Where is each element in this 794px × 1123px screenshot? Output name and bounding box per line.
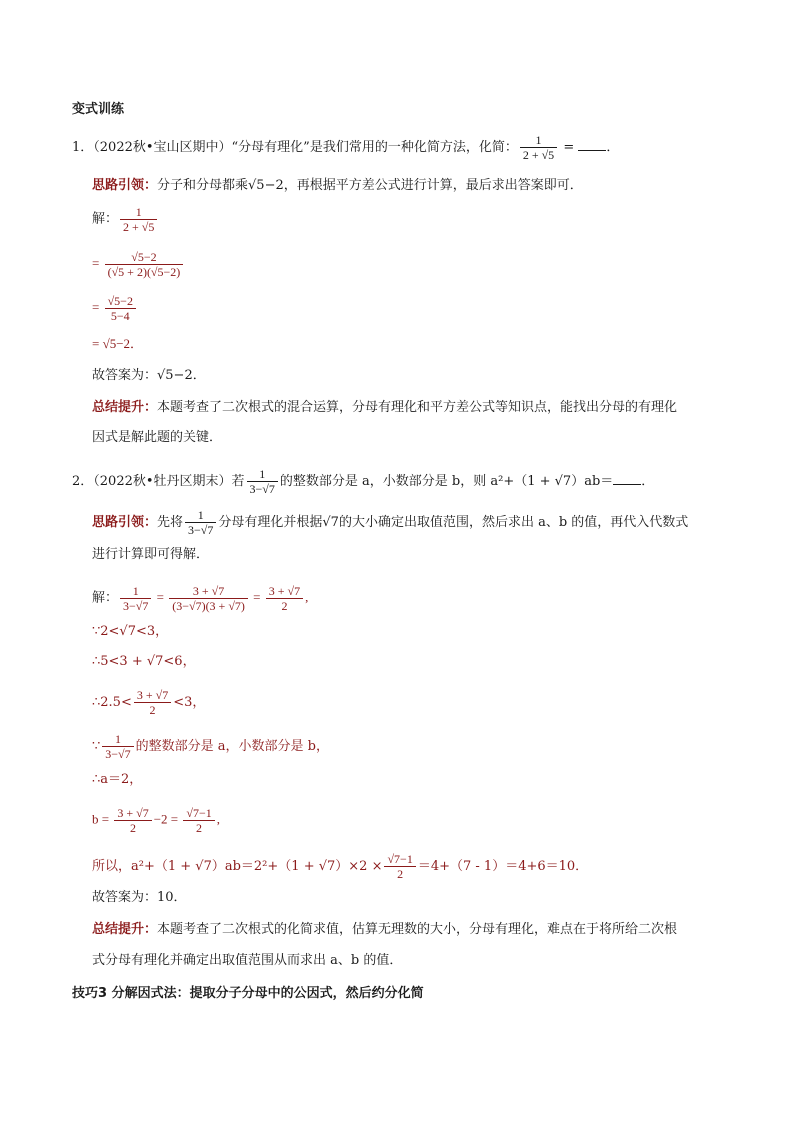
q1-stem-text: 1．（2022秋•宝山区期中）“分母有理化”是我们常用的一种化简方法，化简： [72, 140, 518, 155]
q1-step3-num: √5−2 [107, 294, 133, 308]
q1-answer-blank [578, 138, 606, 151]
q2-hint-line2: 进行计算即可得解． [92, 547, 210, 562]
q1-step2-frac [105, 250, 184, 279]
q1-stem [72, 133, 619, 162]
q2-r4-frac [134, 688, 171, 717]
q2-summary-text-1: 本题考查了二次根式的化简求值，估算无理数的大小，分母有理化，难点在于将所给二次根 [157, 922, 678, 937]
q2-solution-label: 解： [92, 589, 119, 605]
q2-r8-den: 2 [384, 866, 415, 881]
q2-r7-num2: √7−1 [186, 806, 212, 820]
q2-r5-den: 3−√7 [102, 746, 133, 761]
q2-r7-pre: b = [92, 811, 110, 827]
q2-hint-line1 [92, 508, 688, 537]
q1-step3-frac [105, 294, 136, 323]
q2-row-1: 解： $\frac{1}{3-√7}$ = $\frac{3 + √7}{(3-√7)(3 + √7)}$ = $\frac{3 + √7}{2}$ , [92, 584, 309, 613]
q2-r1a-num: 1 [132, 584, 139, 598]
q1-equals: = [559, 140, 579, 155]
q2-row-7: b = $\frac{3 + √7}{2}$ −2 = $\frac{√7-1}{2}$ , [92, 806, 220, 835]
q2-r8-post: ＝4+（7 - 1）＝4+6＝10． [417, 859, 589, 874]
q1-end: ． [606, 140, 620, 155]
q2-row-5 [92, 732, 329, 761]
q1-answer-text: 故答案为：√5−2． [92, 368, 206, 383]
q1-step-4: = √5−2． [92, 336, 144, 351]
q2-stem-prefix: 2．（2022秋•牡丹区期末）若 [72, 474, 245, 489]
q2-r7-mid: −2 = [153, 811, 179, 827]
q1-step-3: = $\frac{√5-2}{5-4}$ [92, 294, 138, 323]
q1-fraction [520, 133, 557, 162]
q2-summary-line2: 式分母有理化并确定出取值范围从而求出 a、b 的值． [92, 953, 403, 968]
q2-r4-pre: ∴2.5< [92, 695, 132, 710]
q2-r7-frac1 [114, 806, 151, 835]
q2-r7-frac2 [183, 806, 214, 835]
q2-r1b-den: (3−√7)(3 + √7) [169, 598, 248, 613]
q2-stem [72, 467, 654, 496]
q2-r5-frac [102, 732, 133, 761]
q1-summary-label: 总结提升： [92, 400, 158, 415]
q2-summary-label: 总结提升： [92, 922, 158, 937]
q2-r1c-frac [266, 584, 303, 613]
q1-fraction-den: 2 + √5 [520, 147, 557, 162]
q2-hint-num: 1 [197, 508, 204, 522]
q2-r4-post: <3， [173, 695, 206, 710]
q2-r4-num: 3 + √7 [136, 688, 169, 702]
q1-step2-num: √5−2 [131, 250, 157, 264]
q1-answer [92, 366, 206, 386]
q2-r4-den: 2 [134, 702, 171, 717]
q1-summary-text-1: 本题考查了二次根式的混合运算，分母有理化和平方差公式等知识点，能找出分母的有理化 [157, 400, 678, 415]
section-title: 变式训练 [72, 102, 125, 117]
q2-hint-pre: 先将 [157, 515, 184, 530]
q2-r8-pre: 所以，a²+（1 + √7）ab＝2²+（1 + √7）×2 × [92, 859, 383, 874]
q2-r7-den: 2 [114, 820, 151, 835]
q2-hint-den: 3−√7 [185, 522, 216, 537]
q2-row-3: ∴5<3 + √7<6， [92, 654, 196, 669]
q2-stem-end: ． [641, 474, 655, 489]
q2-row-6: ∴a＝2， [92, 772, 143, 787]
q2-r8-num: √7−1 [387, 852, 413, 866]
q1-hint-text: 分子和分母都乘√5−2，再根据平方差公式进行计算，最后求出答案即可． [157, 178, 583, 193]
q1-fraction-num: 1 [535, 133, 542, 147]
q1-step-2: = $\frac{√5-2}{(√5 + 2)(√5-2)}$ [92, 250, 185, 279]
q2-r1a-frac [120, 584, 151, 613]
q2-hint-frac [185, 508, 216, 537]
q2-row-2: ∵2<√7<3， [92, 624, 169, 639]
q2-r1c-num: 3 + √7 [268, 584, 301, 598]
q1-hint [92, 176, 583, 196]
q1-step3-den: 5−4 [105, 308, 136, 323]
q2-r5-pre: ∵ [92, 739, 101, 754]
q1-step1-frac [120, 205, 157, 234]
q2-row-8 [92, 852, 588, 881]
q2-r1b-num: 3 + √7 [192, 584, 225, 598]
q2-stem-frac [247, 467, 278, 496]
q2-r1c-den: 2 [266, 598, 303, 613]
q2-answer: 故答案为：10． [92, 890, 187, 905]
q2-r7-num: 3 + √7 [117, 806, 149, 820]
q2-hint-label: 思路引领： [92, 515, 158, 530]
q2-answer-blank [613, 472, 641, 485]
q2-r1a-den: 3−√7 [120, 598, 151, 613]
q2-r7-den2: 2 [183, 820, 214, 835]
q2-stem-num: 1 [259, 467, 266, 481]
q1-step1-num: 1 [135, 205, 142, 219]
q1-step-1 [92, 205, 159, 234]
next-section-title: 技巧3 分解因式法：提取分子分母中的公因式，然后约分化简 [72, 986, 424, 1001]
q1-step2-den: (√5 + 2)(√5−2) [105, 264, 184, 279]
q2-row-4 [92, 688, 205, 717]
q2-stem-mid: 的整数部分是 a，小数部分是 b，则 a²+（1 + √7）ab＝ [279, 474, 614, 489]
q2-r5-num: 1 [114, 732, 121, 746]
q1-hint-label: 思路引领： [92, 178, 158, 193]
q1-summary-line2: 因式是解此题的关键． [92, 430, 223, 445]
q2-r8-frac [384, 852, 415, 881]
q1-solution-label: 解： [92, 210, 119, 226]
q2-hint-post: 分母有理化并根据√7的大小确定出取值范围，然后求出 a、b 的值，再代入代数式 [218, 515, 689, 530]
q1-step1-den: 2 + √5 [120, 219, 157, 234]
q2-r5-post: 的整数部分是 a，小数部分是 b， [135, 739, 329, 754]
q2-summary-line1 [92, 920, 677, 940]
q2-stem-den: 3−√7 [247, 481, 278, 496]
q2-r1b-frac [169, 584, 248, 613]
q1-summary-line1 [92, 398, 677, 418]
